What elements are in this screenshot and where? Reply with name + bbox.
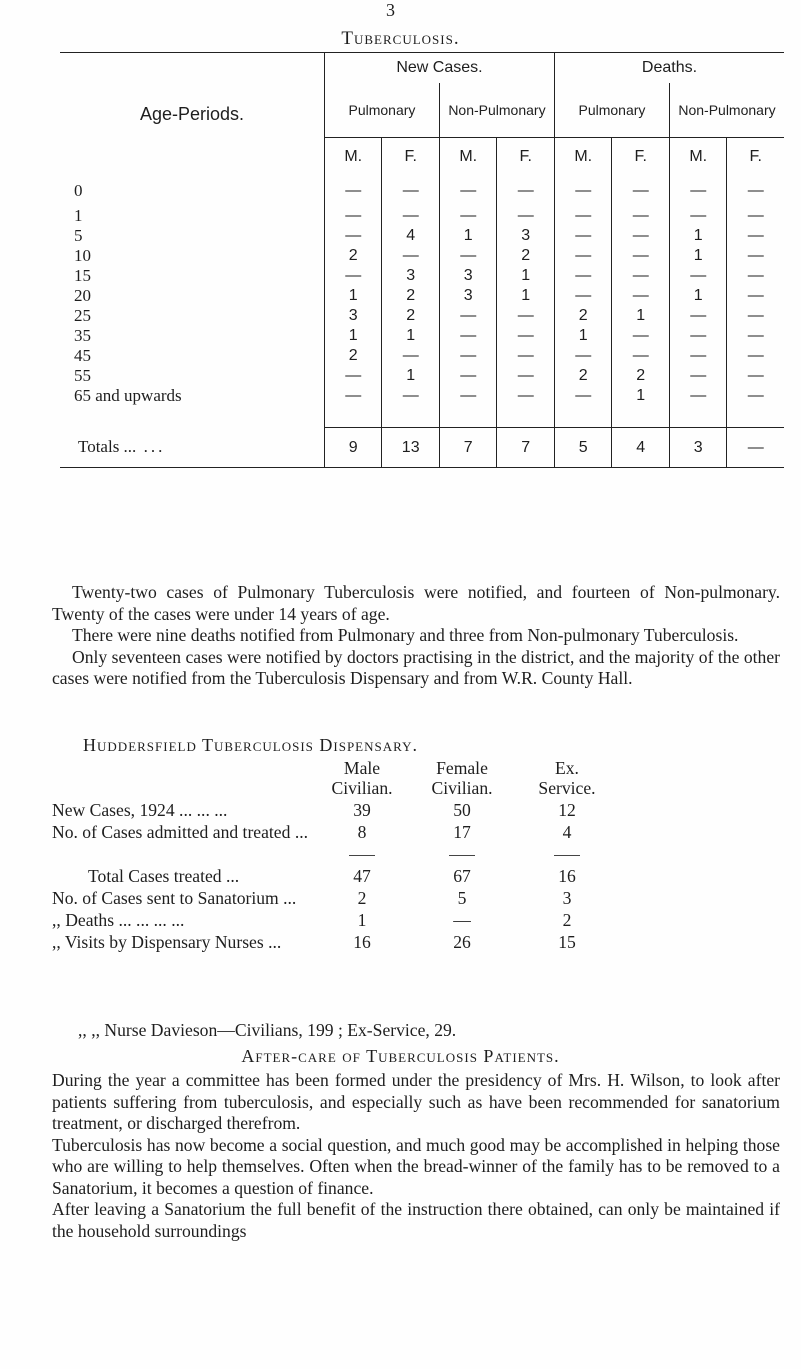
table-cell: — <box>727 286 784 306</box>
paragraph: During the year a committee has been formed under the presidency of Mrs. H. Wilson, to look after patients suffering from tuberculosis, and especially such as have been recommended for sanatorium treatment, or discharged therefrom. <box>52 1070 780 1133</box>
mf-header: M. <box>439 138 497 176</box>
table-cell: — <box>554 346 612 366</box>
row-label: Total Cases treated ... <box>88 866 240 886</box>
table-cell: 3 <box>439 286 497 306</box>
table-cell: — <box>727 246 784 266</box>
table-cell: — <box>439 176 497 206</box>
table-cell: — <box>439 366 497 386</box>
row-value: 16 <box>558 866 576 886</box>
table-cell: — <box>612 176 669 206</box>
table-cell: 1 <box>324 286 382 306</box>
table-cell: — <box>324 386 382 406</box>
dispensary-row <box>52 910 572 932</box>
table-cell: — <box>727 386 784 406</box>
table-cell: 1 <box>439 226 497 246</box>
dispensary-row <box>52 866 576 888</box>
total-cell: 4 <box>612 428 669 468</box>
paragraph: After leaving a Sanatorium the full benefit of the instruction there obtained, can only be maintained if the household surroundings <box>52 1199 780 1241</box>
table-cell: 2 <box>497 246 554 266</box>
row-value: 4 <box>562 822 572 842</box>
dispensary-row <box>52 822 572 844</box>
table-cell: — <box>497 176 554 206</box>
age-periods-header: Age-Periods. <box>139 103 244 124</box>
age-period-label: 45 <box>74 345 91 365</box>
table-cell: — <box>612 326 669 346</box>
table-cell: 1 <box>497 266 554 286</box>
table-cell: — <box>554 286 612 306</box>
table-cell: 3 <box>324 306 382 326</box>
age-period-label: 20 <box>74 285 91 305</box>
table-row <box>60 306 784 326</box>
intro-text <box>52 582 780 690</box>
aftercare-heading: After-care of Tuberculosis Patients. <box>241 1046 560 1066</box>
row-value: 50 <box>453 800 471 820</box>
row-value: 67 <box>453 866 471 886</box>
table-cell: 1 <box>669 286 727 306</box>
totals-label: Totals ... ... <box>78 437 166 457</box>
row-value: — <box>453 910 471 930</box>
paragraph: There were nine deaths notified from Pulmonary and three from Non-pulmonary Tuberculosis. <box>72 625 739 645</box>
row-value: 15 <box>558 932 576 952</box>
row-value: 17 <box>453 822 471 842</box>
table-cell: 3 <box>439 266 497 286</box>
table-cell: — <box>669 206 727 226</box>
table-cell: — <box>554 386 612 406</box>
rule-mark <box>449 844 475 856</box>
table-cell: 1 <box>382 366 440 386</box>
table-body <box>60 176 784 428</box>
age-period-label: 1 <box>74 205 83 225</box>
total-cell: — <box>727 428 784 468</box>
table-cell: — <box>554 176 612 206</box>
table-cell: 1 <box>497 286 554 306</box>
mf-header: M. <box>324 138 382 176</box>
row-label: ,, Visits by Dispensary Nurses ... <box>52 932 282 952</box>
table-cell: — <box>612 346 669 366</box>
row-value: 39 <box>353 800 371 820</box>
total-cell: 7 <box>497 428 554 468</box>
row-label: No. of Cases sent to Sanatorium ... <box>52 888 297 908</box>
table-cell: — <box>439 386 497 406</box>
table-cell: — <box>727 326 784 346</box>
dispensary-row <box>52 932 576 954</box>
mf-header: M. <box>554 138 612 176</box>
table-cell: — <box>727 206 784 226</box>
table-cell: — <box>382 176 440 206</box>
table-cell: — <box>497 346 554 366</box>
new-cases-header: New Cases. <box>324 53 554 83</box>
col-header: Civilian. <box>431 778 493 798</box>
table-cell: — <box>439 246 497 266</box>
mf-header: F. <box>612 138 669 176</box>
table-cell: — <box>669 176 727 206</box>
table-cell: — <box>439 306 497 326</box>
deaths-header: Deaths. <box>554 53 784 83</box>
table-cell: 2 <box>612 366 669 386</box>
table-cell: — <box>727 226 784 246</box>
table-cell: — <box>727 306 784 326</box>
table-cell: 1 <box>554 326 612 346</box>
paragraph: Twenty-two cases of Pulmonary Tuberculosis were notified, and fourteen of Non-pulmonary. Twenty of the cases were under 14 years of age. <box>52 582 780 624</box>
table-row <box>60 226 784 246</box>
age-period-label: 55 <box>74 365 91 385</box>
table-cell: — <box>324 226 382 246</box>
age-period-label: 25 <box>74 305 91 325</box>
table-row <box>60 346 784 366</box>
total-cell: 13 <box>382 428 440 468</box>
page-number: 3 <box>386 0 395 20</box>
table-row <box>60 386 784 406</box>
table-cell: — <box>669 326 727 346</box>
table-cell: — <box>612 226 669 246</box>
d-pulmonary-header: Pulmonary <box>554 83 669 138</box>
table-cell: — <box>382 206 440 226</box>
nc-pulmonary-header: Pulmonary <box>324 83 439 138</box>
spacer-row <box>60 406 784 428</box>
row-value: 3 <box>562 888 572 908</box>
table-cell: — <box>669 386 727 406</box>
row-value: 1 <box>357 910 367 930</box>
d-non-pulmonary-header: Non-Pulmonary <box>669 83 784 138</box>
aftercare-text <box>52 1070 780 1242</box>
table-row <box>60 366 784 386</box>
table-cell: — <box>669 366 727 386</box>
age-header-cell <box>60 53 324 176</box>
table-cell: 3 <box>497 226 554 246</box>
table-cell: — <box>439 326 497 346</box>
table-cell: 2 <box>324 346 382 366</box>
row-value: 2 <box>357 888 367 908</box>
totals-row <box>60 428 784 468</box>
table-cell: 2 <box>382 306 440 326</box>
total-cell: 5 <box>554 428 612 468</box>
mf-header: F. <box>497 138 554 176</box>
table-cell: — <box>497 306 554 326</box>
table-cell: — <box>497 206 554 226</box>
total-cell: 3 <box>669 428 727 468</box>
table-cell: 1 <box>669 246 727 266</box>
table-cell: — <box>382 246 440 266</box>
table-row <box>60 286 784 306</box>
table-cell: — <box>669 346 727 366</box>
row-label: ,, Deaths ... ... ... ... <box>52 910 185 930</box>
col-header: Male <box>343 758 381 778</box>
table-cell: — <box>324 266 382 286</box>
table-row <box>60 246 784 266</box>
table-cell: 1 <box>612 306 669 326</box>
table-cell: — <box>324 206 382 226</box>
dispensary-heading: Huddersfield Tuberculosis Dispensary. <box>83 735 418 755</box>
age-period-label: 0 <box>74 180 83 200</box>
table-cell: — <box>554 226 612 246</box>
table-cell: — <box>612 206 669 226</box>
table-cell: — <box>439 346 497 366</box>
age-period-label: 35 <box>74 325 91 345</box>
age-period-label: 5 <box>74 225 83 245</box>
paragraph: Only seventeen cases were notified by doctors practising in the district, and the majority of the other cases were notified from the Tuberculosis Dispensary and from W.R. County Hall. <box>52 646 780 688</box>
table-cell: — <box>554 246 612 266</box>
mf-header: F. <box>727 138 784 176</box>
table-cell: — <box>439 206 497 226</box>
nurse-line: ,, ,, Nurse Davieson—Civilians, 199 ; Ex-Service, 29. <box>78 1020 457 1040</box>
dispensary-row <box>52 800 576 822</box>
table-cell: — <box>612 286 669 306</box>
table-cell: 3 <box>382 266 440 286</box>
table-cell: 1 <box>324 326 382 346</box>
table-cell: 1 <box>612 386 669 406</box>
mf-header: M. <box>669 138 727 176</box>
row-value: 8 <box>357 822 367 842</box>
table-cell: — <box>382 386 440 406</box>
row-label: No. of Cases admitted and treated ... <box>52 822 309 842</box>
row-value: 16 <box>353 932 371 952</box>
table-cell: — <box>324 176 382 206</box>
table-cell: — <box>669 266 727 286</box>
table-cell: — <box>497 366 554 386</box>
table-cell: — <box>727 346 784 366</box>
table-row <box>60 176 784 206</box>
col-header: Service. <box>538 778 596 798</box>
table-cell: 2 <box>554 306 612 326</box>
mf-header: F. <box>382 138 440 176</box>
row-value: 5 <box>457 888 467 908</box>
paragraph: Tuberculosis has now become a social question, and much good may be accomplished in helping those who are willing to help themselves. Often when the bread-winner of the family has to be removed to a Sanatorium, it becomes a question of finance. <box>52 1134 780 1198</box>
table-cell: 4 <box>382 226 440 246</box>
table-cell: — <box>497 326 554 346</box>
age-period-label: 15 <box>74 265 91 285</box>
table-cell: — <box>554 206 612 226</box>
page-title: Tuberculosis. <box>341 28 460 49</box>
dispensary-row <box>52 888 572 910</box>
table-cell: — <box>612 246 669 266</box>
age-period-label: 10 <box>74 245 91 265</box>
table-cell: 2 <box>324 246 382 266</box>
table-cell: 2 <box>382 286 440 306</box>
table-row <box>60 266 784 286</box>
col-header: Ex. <box>555 758 579 778</box>
table-cell: — <box>497 386 554 406</box>
total-cell: 9 <box>324 428 382 468</box>
table-cell: — <box>727 176 784 206</box>
row-label: New Cases, 1924 ... ... ... <box>52 800 228 820</box>
table-cell: — <box>669 306 727 326</box>
table-bottom-rule <box>60 468 784 488</box>
row-value: 2 <box>562 910 572 930</box>
table-cell: 1 <box>669 226 727 246</box>
table-cell: — <box>612 266 669 286</box>
col-header: Female <box>436 758 488 778</box>
table-row <box>60 326 784 346</box>
nc-non-pulmonary-header: Non-Pulmonary <box>439 83 554 138</box>
table-cell: — <box>382 346 440 366</box>
rule-mark <box>554 844 580 856</box>
table-row <box>60 206 784 226</box>
table-cell: — <box>727 366 784 386</box>
table-cell: — <box>554 266 612 286</box>
table-cell: — <box>727 266 784 286</box>
age-period-label: 65 and upwards <box>74 385 182 405</box>
row-value: 47 <box>353 866 371 886</box>
total-cell: 7 <box>439 428 497 468</box>
row-value: 26 <box>453 932 471 952</box>
rule-mark <box>349 844 375 856</box>
tuberculosis-table <box>60 52 784 488</box>
table-cell: — <box>324 366 382 386</box>
col-header: Civilian. <box>331 778 393 798</box>
row-value: 12 <box>558 800 576 820</box>
table-cell: 2 <box>554 366 612 386</box>
table-cell: 1 <box>382 326 440 346</box>
